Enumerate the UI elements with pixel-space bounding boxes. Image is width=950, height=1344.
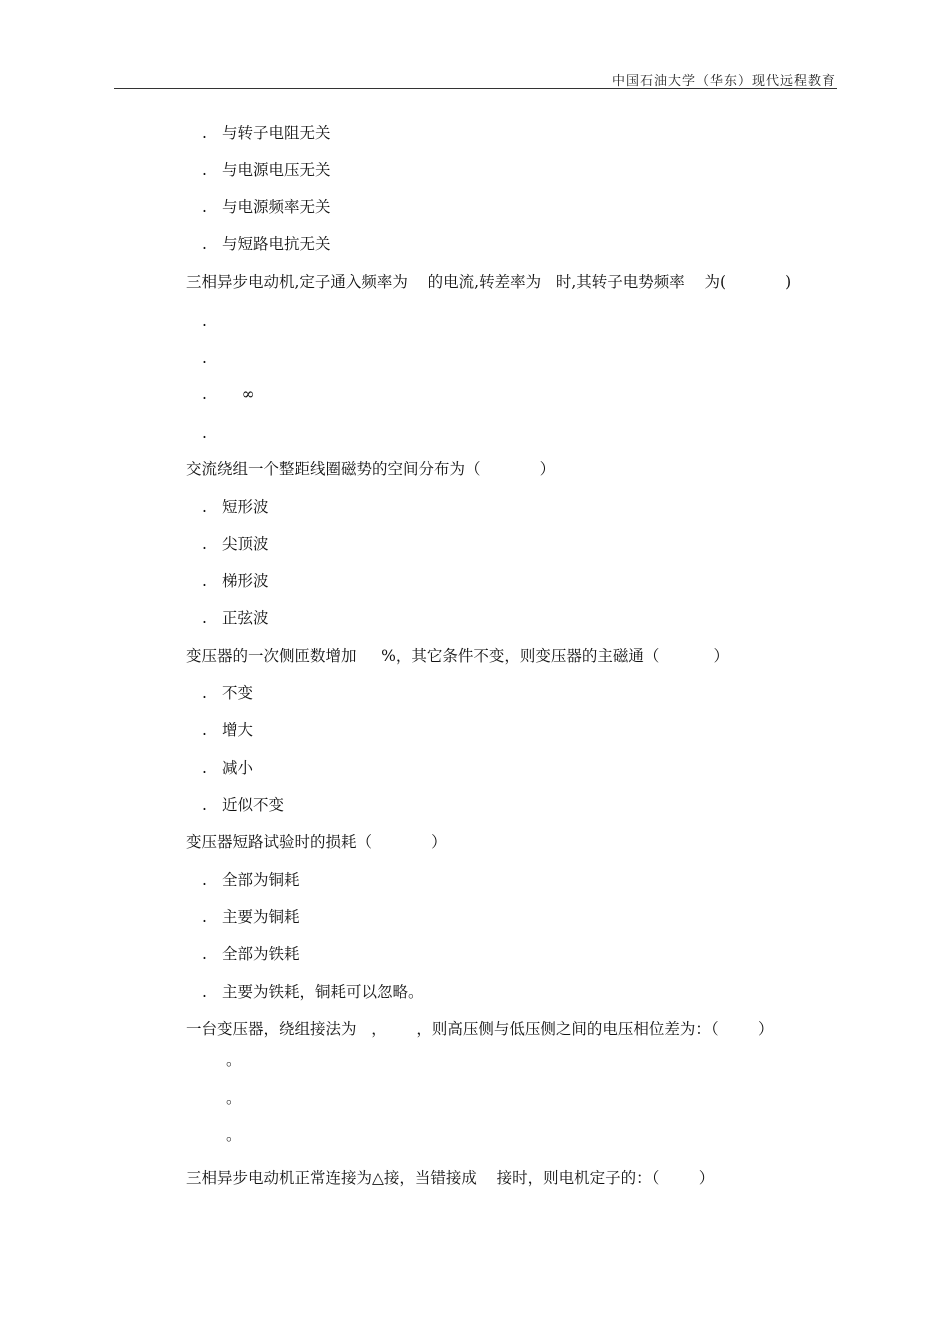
option-text: 正弦波 bbox=[222, 609, 269, 627]
question-text: 交流绕组一个整距线圈磁势的空间分布为（ ） bbox=[186, 460, 556, 478]
option-text: 增大 bbox=[222, 721, 254, 739]
question-text: 三相异步电动机正常连接为△接，当错接成 接时，则电机定子的：（ ） bbox=[186, 1169, 715, 1187]
option-item bbox=[202, 311, 222, 331]
option-item bbox=[202, 907, 300, 927]
option-text: ∞ bbox=[222, 385, 255, 403]
option-marker: . bbox=[202, 198, 207, 216]
option-item bbox=[202, 720, 253, 740]
option-text: 全部为铁耗 bbox=[222, 945, 300, 963]
option-item: 。 bbox=[226, 1051, 242, 1069]
option-marker: . bbox=[202, 124, 207, 142]
option-marker: . bbox=[202, 349, 207, 367]
header-divider bbox=[114, 88, 837, 89]
page-header-title: 中国石油大学（华东）现代远程教育 bbox=[611, 74, 836, 89]
option-item: 。 bbox=[226, 1126, 242, 1144]
option-item bbox=[202, 944, 300, 964]
option-item bbox=[202, 534, 269, 554]
option-item bbox=[202, 423, 222, 443]
option-marker: . bbox=[202, 945, 207, 963]
question-text: 变压器短路试验时的损耗（ ） bbox=[186, 833, 447, 851]
option-marker: . bbox=[202, 684, 207, 702]
option-text: 短形波 bbox=[222, 498, 269, 516]
option-item bbox=[202, 608, 269, 628]
option-text: 近似不变 bbox=[222, 796, 285, 814]
option-marker: . bbox=[202, 572, 207, 590]
option-marker: . bbox=[202, 535, 207, 553]
option-item bbox=[202, 795, 284, 815]
option-item bbox=[202, 497, 269, 517]
option-marker: . bbox=[202, 161, 207, 179]
option-item bbox=[202, 982, 424, 1002]
option-marker: . bbox=[202, 759, 207, 777]
option-item bbox=[202, 197, 331, 217]
option-text: 尖顶波 bbox=[222, 535, 269, 553]
option-item bbox=[202, 348, 222, 368]
option-marker: . bbox=[202, 796, 207, 814]
option-text: 与转子电阻无关 bbox=[222, 124, 331, 142]
option-marker: . bbox=[202, 908, 207, 926]
option-text: 与短路电抗无关 bbox=[222, 235, 331, 253]
option-marker: . bbox=[202, 235, 207, 253]
option-item bbox=[202, 870, 300, 890]
question-text: 三相异步电动机,定子通入频率为 的电流,转差率为 时,其转子电势频率 为( ) bbox=[186, 273, 792, 291]
option-text: 不变 bbox=[222, 684, 254, 702]
option-text: 全部为铜耗 bbox=[222, 871, 300, 889]
option-text: 减小 bbox=[222, 759, 254, 777]
option-text: 与电源电压无关 bbox=[222, 161, 331, 179]
option-item bbox=[202, 234, 331, 254]
option-marker: . bbox=[202, 609, 207, 627]
option-marker: . bbox=[202, 721, 207, 739]
option-item bbox=[202, 571, 269, 591]
option-item bbox=[202, 160, 331, 180]
option-marker: . bbox=[202, 424, 207, 442]
option-text: 梯形波 bbox=[222, 572, 269, 590]
option-item: 。 bbox=[226, 1089, 242, 1107]
question-text: 一台变压器，绕组接法为 ， ，则高压侧与低压侧之间的电压相位差为：（ ） bbox=[186, 1020, 774, 1038]
option-marker: . bbox=[202, 983, 207, 1001]
option-text: 主要为铁耗，铜耗可以忽略。 bbox=[222, 983, 424, 1001]
question-text: 变压器的一次侧匝数增加 %，其它条件不变，则变压器的主磁通（ ） bbox=[186, 647, 730, 665]
option-item bbox=[202, 384, 255, 404]
option-marker: . bbox=[202, 871, 207, 889]
option-marker: . bbox=[202, 498, 207, 516]
option-marker: . bbox=[202, 385, 207, 403]
option-marker: . bbox=[202, 312, 207, 330]
option-text: 主要为铜耗 bbox=[222, 908, 300, 926]
option-item bbox=[202, 758, 253, 778]
option-item bbox=[202, 123, 331, 143]
option-text: 与电源频率无关 bbox=[222, 198, 331, 216]
option-item bbox=[202, 683, 253, 703]
